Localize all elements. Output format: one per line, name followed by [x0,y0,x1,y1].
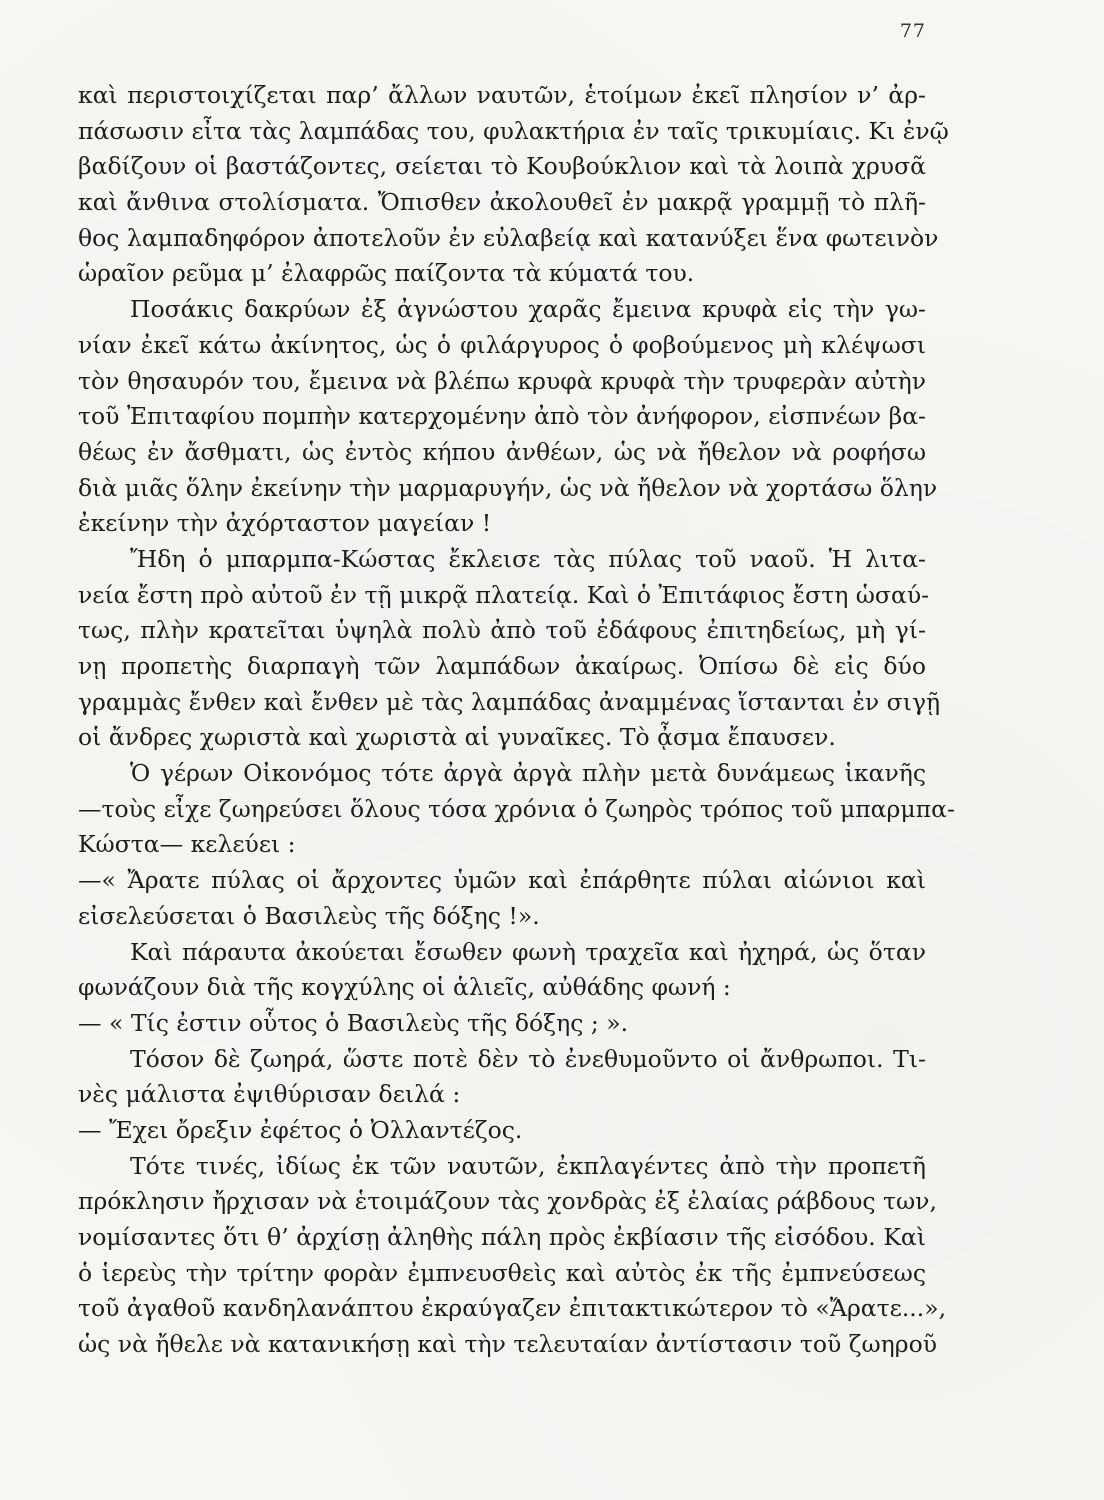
text-line: γραμμὰς ἔνθεν καὶ ἔνθεν μὲ τὰς λαμπάδας ἀναμμένας ἵστανται ἐν σιγῇ [78,687,941,716]
text-line: φωνάζουν διὰ τῆς κογχύλης οἱ ἁλιεῖς, αὐθάδης φωνή : [78,973,731,1002]
paragraph-start: Τόσον δὲ ζωηρά, ὥστε ποτὲ δὲν τὸ ἐνεθυμοῦντο οἱ ἄνθρωποι. Τι- [130,1044,926,1073]
text-line: τοῦ ἀγαθοῦ κανδηλανάπτου ἐκραύγαζεν ἐπιτακτικώτερον τὸ «Ἄρατε...», [78,1294,947,1323]
paragraph-start: Τότε τινές, ἰδίως ἐκ τῶν ναυτῶν, ἐκπλαγέντες ἀπὸ τὴν προπετῆ [130,1151,926,1180]
text-line: νομίσαντες ὅτι θ’ ἀρχίσῃ ἀληθὴς πάλη πρὸς ἐκβίασιν τῆς εἰσόδου. Καὶ [78,1223,926,1251]
text-line: νίαν ἐκεῖ κάτω ἀκίνητος, ὡς ὁ φιλάργυρος ὁ φοβούμενος μὴ κλέψωσι [78,330,926,359]
quote-line: εἰσελεύσεται ὁ Βασιλεὺς τῆς δόξης !». [78,901,540,930]
paragraph-start: Καὶ πάραυτα ἀκούεται ἔσωθεν φωνὴ τραχεῖα καὶ ἠχηρά, ὡς ὅταν [130,937,926,966]
text-line: —τοὺς εἶχε ζωηρεύσει ὅλους τόσα χρόνια ὁ ζωηρὸς τρόπος τοῦ μπαρμπα- [78,794,955,823]
text-line: ὁ ἱερεὺς τὴν τρίτην φορὰν ἐμπνευσθεὶς καὶ αὐτὸς ἐκ τῆς ἐμπνεύσεως [78,1258,926,1287]
quote-line: —« Ἄρατε πύλας οἱ ἄρχοντες ὑμῶν καὶ ἐπάρθητε πύλαι αἰώνιοι καὶ [78,866,926,895]
text-line: ὡραῖον ρεῦμα μ’ ἐλαφρῶς παίζοντα τὰ κύματά του. [78,259,695,288]
text-line: Κώστα— κελεύει : [78,830,296,859]
quote-line: — Ἔχει ὄρεξιν ἐφέτος ὁ Ὀλλαντέζος. [78,1115,523,1144]
text-line: νὲς μάλιστα ἐψιθύρισαν δειλά : [78,1080,461,1109]
text-line: τὸν θησαυρόν του, ἔμεινα νὰ βλέπω κρυφὰ κρυφὰ τὴν τρυφερὰν αὐτὴν [78,366,926,395]
text-line: θέως ἐν ἄσθματι, ὡς ἐντὸς κήπου ἀνθέων, ὡς νὰ ἤθελον νὰ ροφήσω [78,437,926,466]
text-line: οἱ ἄνδρες χωριστὰ καὶ χωριστὰ αἱ γυναῖκες. Τὸ ᾆσμα ἔπαυσεν. [78,723,836,752]
body-text [78,78,955,1363]
text-line: βαδίζουν οἱ βαστάζοντες, σείεται τὸ Κουβούκλιον καὶ τὰ λοιπὰ χρυσᾶ [78,152,926,181]
text-line: τοῦ Ἐπιταφίου πομπὴν κατερχομένην ἀπὸ τὸν ἀνήφορον, εἰσπνέων βα- [78,402,926,431]
text-line: νῃ προπετὴς διαρπαγὴ τῶν λαμπάδων ἀκαίρως. Ὀπίσω δὲ εἰς δύο [78,652,926,680]
page-number: 77 [899,20,926,42]
text-line: καὶ περιστοιχίζεται παρ’ ἄλλων ναυτῶν, ἑτοίμων ἐκεῖ πλησίον ν’ ἀρ- [78,81,926,109]
text-line: ἐκείνην τὴν ἀχόρταστον μαγείαν ! [78,509,492,538]
text-line: θος λαμπαδηφόρον ἀποτελοῦν ἐν εὐλαβείᾳ καὶ κατανύξει ἕνα φωτεινὸν [78,223,939,252]
text-line: πάσωσιν εἶτα τὰς λαμπάδας του, φυλακτήρια ἐν ταῖς τρικυμίαις. Κι ἐνῷ [78,116,949,145]
text-line: διὰ μιᾶς ὅλην ἐκείνην τὴν μαρμαρυγήν, ὡς νὰ ἤθελον νὰ χορτάσω ὅλην [78,473,938,502]
paragraph-start: Ποσάκις δακρύων ἐξ ἀγνώστου χαρᾶς ἔμεινα κρυφὰ εἰς τὴν γω- [130,295,926,324]
text-line: ὡς νὰ ἤθελε νὰ κατανικήσῃ καὶ τὴν τελευταίαν ἀντίστασιν τοῦ ζωηροῦ [78,1330,938,1359]
text-line: καὶ ἄνθινα στολίσματα. Ὄπισθεν ἀκολουθεῖ ἐν μακρᾷ γραμμῇ τὸ πλῆ- [78,188,926,217]
text-line: τως, πλὴν κρατεῖται ὑψηλὰ πολὺ ἀπὸ τοῦ ἐδάφους ἐπιτηδείως, μὴ γί- [78,616,926,645]
quote-line: — « Τίς ἐστιν οὗτος ὁ Βασιλεὺς τῆς δόξης ; ». [78,1008,629,1037]
text-line: νεία ἔστη πρὸ αὐτοῦ ἐν τῇ μικρᾷ πλατείᾳ. Καὶ ὁ Ἐπιτάφιος ἔστη ὡσαύ- [78,580,930,609]
text-line: πρόκλησιν ἤρχισαν νὰ ἑτοιμάζουν τὰς χονδρὰς ἐξ ἐλαίας ράβδους των, [78,1187,937,1216]
paragraph-start: Ἤδη ὁ μπαρμπα-Κώστας ἔκλεισε τὰς πύλας τοῦ ναοῦ. Ἡ λιτα- [130,544,926,573]
paragraph-start: Ὁ γέρων Οἰκονόμος τότε ἀργὰ ἀργὰ πλὴν μετὰ δυνάμεως ἱκανῆς [130,759,926,788]
